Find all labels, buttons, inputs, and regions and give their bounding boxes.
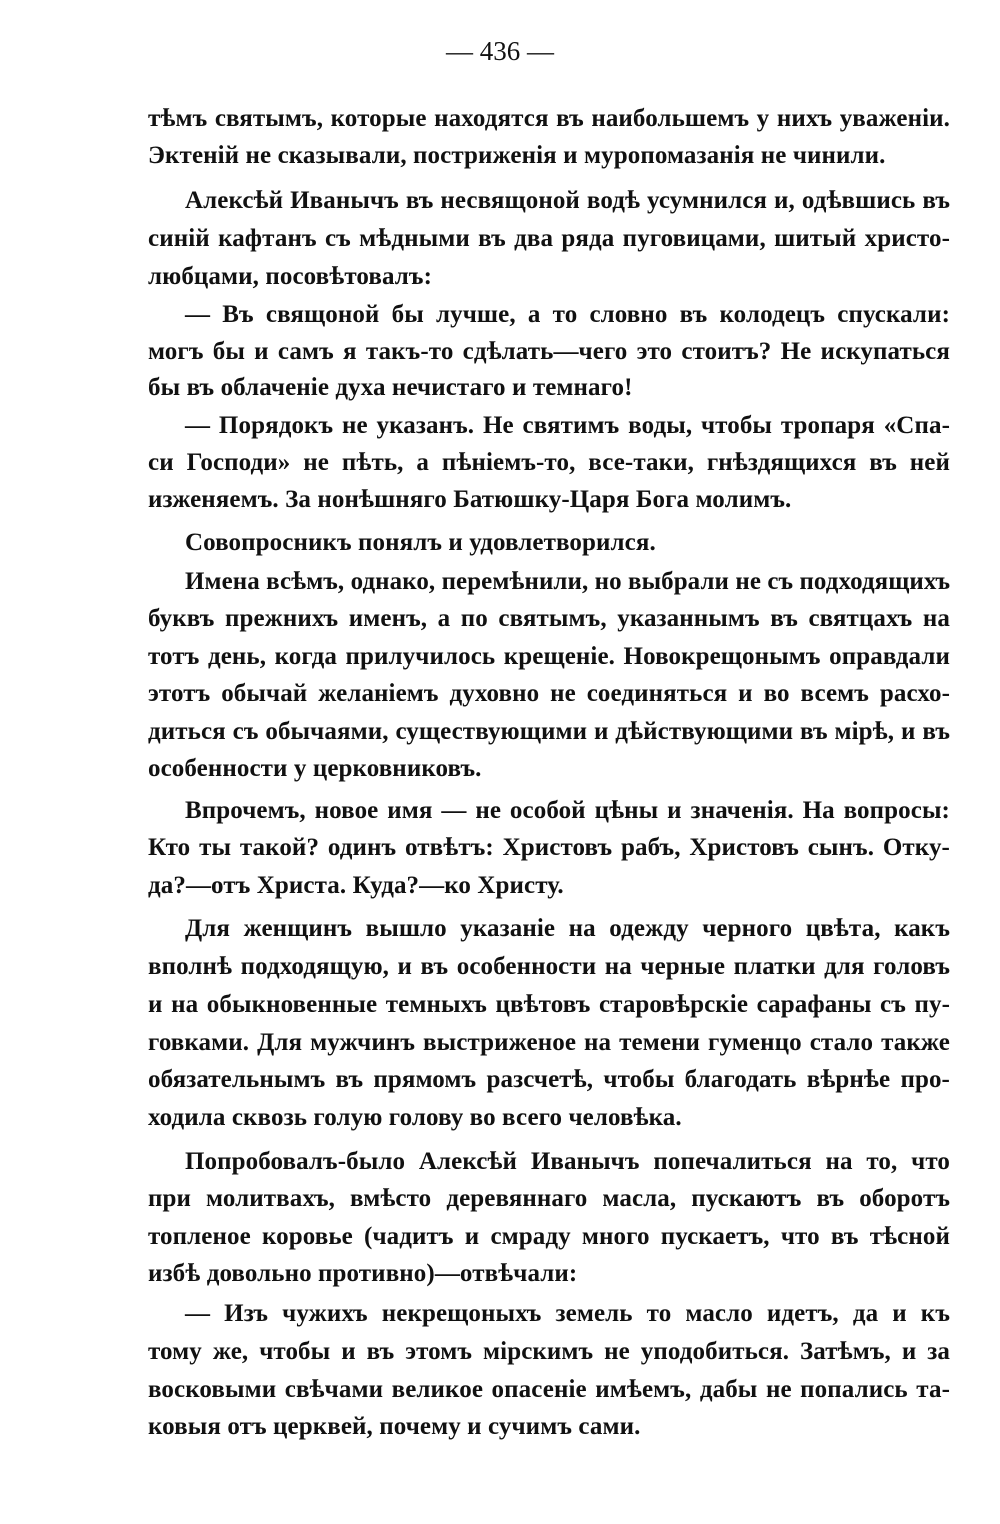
text-line: Для женщинъ вышло указаніе на одежду черного цвѣта, какъ [185, 915, 950, 942]
text-line: Попробовалъ-было Алексѣй Иванычъ попечалиться на то, что [185, 1148, 950, 1175]
text-line: особенности у церковниковъ. [148, 755, 482, 782]
text-line: обязательнымъ въ прямомъ разсчетѣ, чтобы благодать вѣрнѣе про- [148, 1066, 950, 1093]
text-line: вполнѣ подходящую, и въ особенности на черные платки для головъ [148, 953, 950, 980]
text-line: могъ бы и самъ я такъ-то сдѣлать—чего это стоитъ? Не искупаться [148, 338, 950, 365]
text-line: — Порядокъ не указанъ. Не святимъ воды, чтобы тропаря «Спа- [185, 412, 950, 439]
text-line: топленое коровье (чадитъ и смраду много пускаетъ, что въ тѣсной [148, 1223, 950, 1250]
text-line: буквъ прежнихъ именъ, а по святымъ, указаннымъ въ святцахъ на [148, 605, 950, 632]
text-line: ходила сквозь голую голову во всего человѣка. [148, 1104, 682, 1131]
text-line: Совопросникъ понялъ и удовлетворился. [185, 529, 656, 556]
text-line: избѣ довольно противно)—отвѣчали: [148, 1260, 578, 1287]
text-line: — Изъ чужихъ некрещоныхъ земель то масло идетъ, да и къ [185, 1300, 950, 1327]
text-line: Эктеній не сказывали, постриженія и муропомазанія не чинили. [148, 142, 886, 169]
text-line: и на обыкновенные темныхъ цвѣтовъ старовѣрскіе сарафаны съ пу- [148, 991, 950, 1018]
text-line: Алексѣй Иванычъ въ несвящоной водѣ усумнился и, одѣвшись въ [185, 187, 950, 214]
text-line: синій кафтанъ съ мѣдными въ два ряда пуговицами, шитый христо- [148, 225, 950, 252]
page-number: — 436 — [446, 36, 554, 66]
text-line: си Господи» не пѣть, а пѣніемъ-то, все-таки, гнѣздящихся въ ней [148, 449, 950, 476]
text-line: Впрочемъ, новое имя — не особой цѣны и значенія. На вопросы: [185, 797, 950, 824]
text-line: восковыми свѣчами великое опасеніе имѣемъ, дабы не попались та- [148, 1376, 950, 1403]
text-line: тѣмъ святымъ, которые находятся въ наибольшемъ у нихъ уваженіи. [148, 105, 950, 132]
text-line: изженяемъ. За нонѣшняго Батюшку-Царя Бога молимъ. [148, 486, 792, 513]
text-line: тому же, чтобы и въ этомъ мірскимъ не уподобиться. Затѣмъ, и за [148, 1338, 950, 1365]
text-line: Кто ты такой? одинъ отвѣтъ: Христовъ рабъ, Христовъ сынъ. Отку- [148, 834, 950, 861]
text-line: да?—отъ Христа. Куда?—ко Христу. [148, 872, 564, 899]
text-line: диться съ обычаями, существующими и дѣйствующими въ мірѣ, и въ [148, 718, 950, 745]
text-line: ковыя отъ церквей, почему и сучимъ сами. [148, 1413, 641, 1440]
text-line: этотъ обычай желаніемъ духовно не соединяться и во всемъ расхо- [148, 680, 950, 707]
text-line: — Въ свящоной бы лучше, а то словно въ колодецъ спускали: [185, 301, 950, 328]
text-line: любцами, посовѣтовалъ: [148, 263, 433, 290]
text-line: при молитвахъ, вмѣсто деревяннаго масла, пускаютъ въ оборотъ [148, 1185, 950, 1212]
text-line: говками. Для мужчинъ выстриженое на темени гуменцо стало также [148, 1029, 950, 1056]
text-line: Имена всѣмъ, однако, перемѣнили, но выбрали не съ подходящихъ [185, 568, 951, 595]
text-line: бы въ облаченіе духа нечистаго и темнаго! [148, 374, 633, 401]
text-line: тотъ день, когда прилучилось крещеніе. Новокрещонымъ оправдали [148, 643, 950, 670]
